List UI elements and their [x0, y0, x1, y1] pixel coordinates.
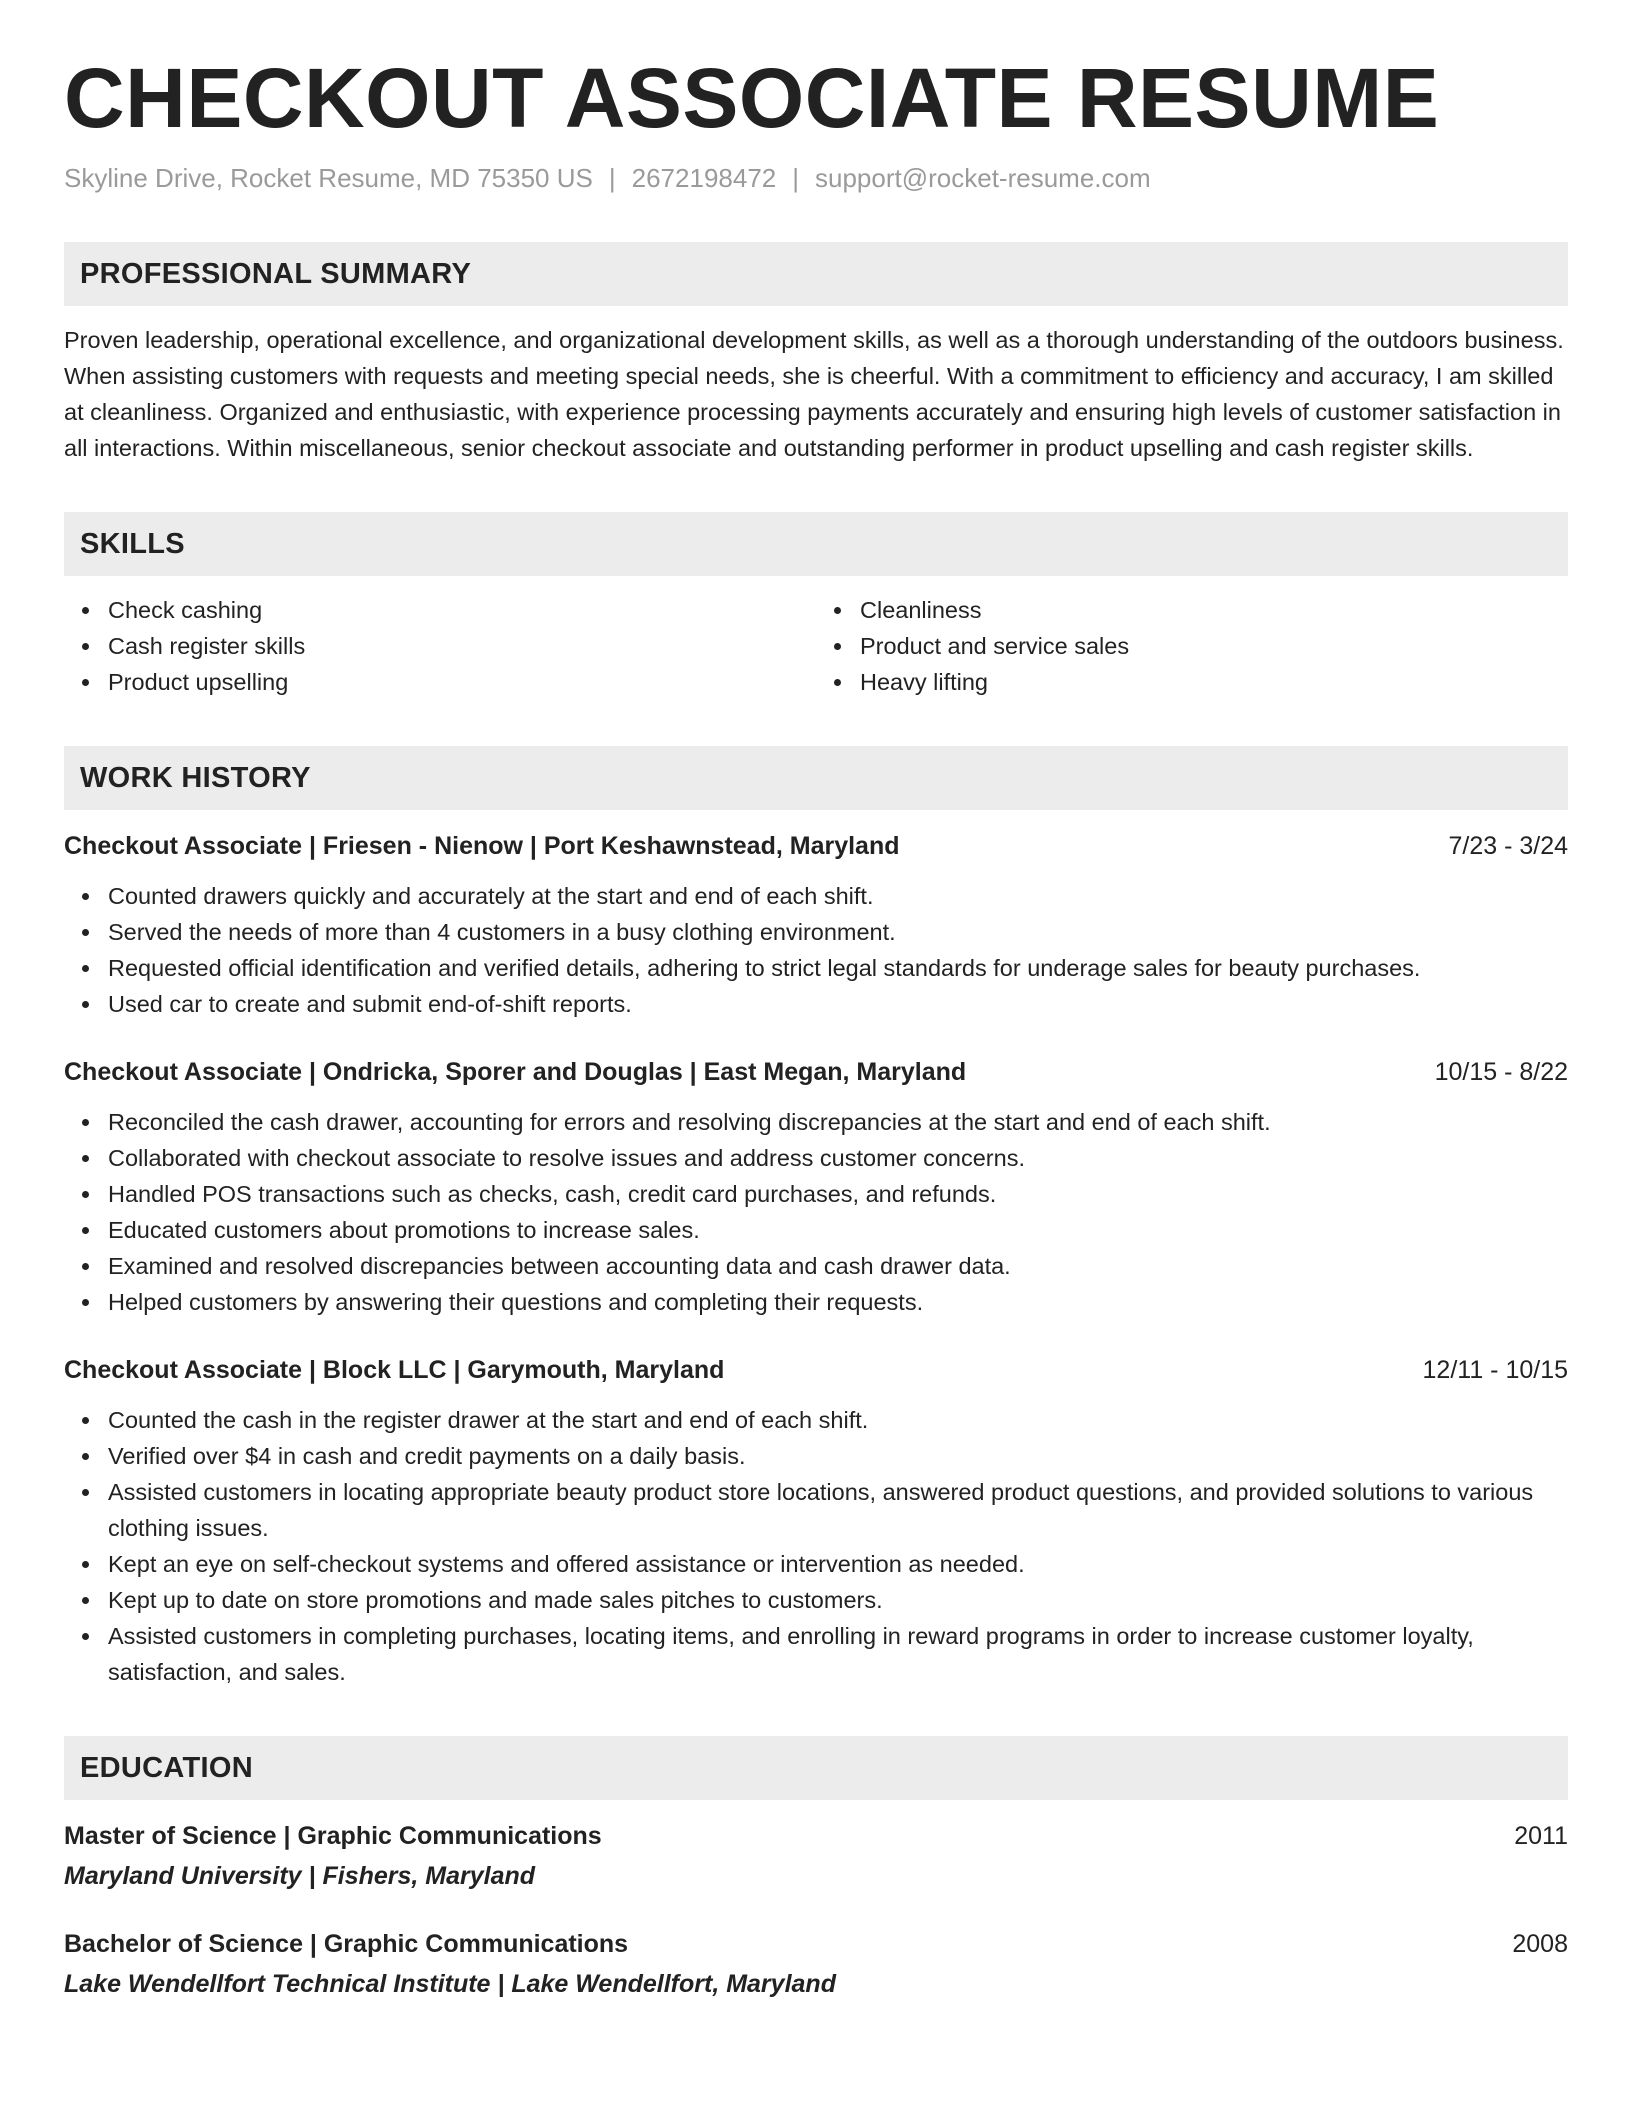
- contact-address: Skyline Drive, Rocket Resume, MD 75350 US: [64, 163, 593, 194]
- job-bullets: [64, 878, 1568, 1022]
- job-bullet: Kept up to date on store promotions and made sales pitches to customers.: [108, 1582, 1568, 1618]
- education-year: 2008: [1512, 1930, 1568, 1959]
- resume-title: CHECKOUT ASSOCIATE RESUME: [64, 51, 1440, 145]
- skill-item: Check cashing: [108, 592, 816, 628]
- job-entry: [64, 1054, 1568, 1320]
- education-entry: [64, 1926, 1568, 2002]
- job-bullet: Requested official identification and verified details, adhering to strict legal standards for underage sales for beauty purchases.: [108, 950, 1568, 986]
- contact-line: [64, 162, 1568, 196]
- education-year: 2011: [1514, 1822, 1568, 1851]
- job-dates: 7/23 - 3/24: [1448, 832, 1568, 861]
- education-degree: Bachelor of Science | Graphic Communications: [64, 1930, 629, 1959]
- contact-phone: 2672198472: [631, 163, 777, 194]
- work-history-heading: WORK HISTORY: [64, 746, 1568, 810]
- job-bullet: Verified over $4 in cash and credit payments on a daily basis.: [108, 1438, 1568, 1474]
- skill-item: Cash register skills: [108, 628, 816, 664]
- education-header: [64, 1818, 1568, 1854]
- job-bullet: Examined and resolved discrepancies between accounting data and cash drawer data.: [108, 1248, 1568, 1284]
- job-bullet: Helped customers by answering their questions and completing their requests.: [108, 1284, 1568, 1320]
- job-bullet: Assisted customers in completing purchases, locating items, and enrolling in reward programs in order to increase customer loyalty, satisfaction, and sales.: [108, 1618, 1568, 1690]
- job-header: [64, 1352, 1568, 1388]
- skill-item: Heavy lifting: [860, 664, 1568, 700]
- contact-separator: |: [792, 163, 800, 194]
- job-bullet: Educated customers about promotions to increase sales.: [108, 1212, 1568, 1248]
- contact-email: support@rocket-resume.com: [815, 163, 1151, 194]
- summary-text: Proven leadership, operational excellence, and organizational development skills, as well as a thorough understanding of the outdoors business. When assisting customers with requests and meeting special needs, she is cheerful. With a commitment to efficiency and accuracy, I am skilled at cleanliness. Organized and enthusiastic, with experience processing payments accurately and ensuring high levels of customer satisfaction in all interactions. Within miscellaneous, senior checkout associate and outstanding performer in product upselling and cash register skills.: [64, 327, 1564, 462]
- skills-column-left: [64, 592, 816, 700]
- job-title: Checkout Associate | Ondricka, Sporer and Douglas | East Megan, Maryland: [64, 1058, 967, 1087]
- education-degree: Master of Science | Graphic Communications: [64, 1822, 602, 1851]
- education-school: Lake Wendellfort Technical Institute | Lake Wendellfort, Maryland: [64, 1970, 836, 1999]
- job-bullet: Assisted customers in locating appropriate beauty product store locations, answered product questions, and provided solutions to various clothing issues.: [108, 1474, 1568, 1546]
- education-entry: [64, 1818, 1568, 1894]
- job-bullet: Kept an eye on self-checkout systems and offered assistance or intervention as needed.: [108, 1546, 1568, 1582]
- skill-item: Product and service sales: [860, 628, 1568, 664]
- skill-item: Product upselling: [108, 664, 816, 700]
- skills-column-right: [816, 592, 1568, 700]
- job-title: Checkout Associate | Block LLC | Garymouth, Maryland: [64, 1356, 725, 1385]
- job-header: [64, 1054, 1568, 1090]
- job-entry: [64, 828, 1568, 1022]
- contact-separator: |: [608, 163, 616, 194]
- job-dates: 12/11 - 10/15: [1422, 1356, 1568, 1385]
- education-school: Maryland University | Fishers, Maryland: [64, 1862, 536, 1891]
- job-bullet: Counted drawers quickly and accurately at the start and end of each shift.: [108, 878, 1568, 914]
- job-bullet: Reconciled the cash drawer, accounting for errors and resolving discrepancies at the start and end of each shift.: [108, 1104, 1568, 1140]
- job-bullets: [64, 1104, 1568, 1320]
- education-heading: EDUCATION: [64, 1736, 1568, 1800]
- skill-item: Cleanliness: [860, 592, 1568, 628]
- job-bullet: Served the needs of more than 4 customers in a busy clothing environment.: [108, 914, 1568, 950]
- job-title: Checkout Associate | Friesen - Nienow | Port Keshawnstead, Maryland: [64, 832, 900, 861]
- job-bullets: [64, 1402, 1568, 1690]
- skills-heading: SKILLS: [64, 512, 1568, 576]
- job-bullet: Handled POS transactions such as checks, cash, credit card purchases, and refunds.: [108, 1176, 1568, 1212]
- summary-heading: PROFESSIONAL SUMMARY: [64, 242, 1568, 306]
- skills-list: [64, 592, 1568, 700]
- job-bullet: Counted the cash in the register drawer at the start and end of each shift.: [108, 1402, 1568, 1438]
- job-header: [64, 828, 1568, 864]
- job-dates: 10/15 - 8/22: [1434, 1058, 1568, 1087]
- job-bullet: Used car to create and submit end-of-shift reports.: [108, 986, 1568, 1022]
- education-header: [64, 1926, 1568, 1962]
- job-entry: [64, 1352, 1568, 1690]
- job-bullet: Collaborated with checkout associate to resolve issues and address customer concerns.: [108, 1140, 1568, 1176]
